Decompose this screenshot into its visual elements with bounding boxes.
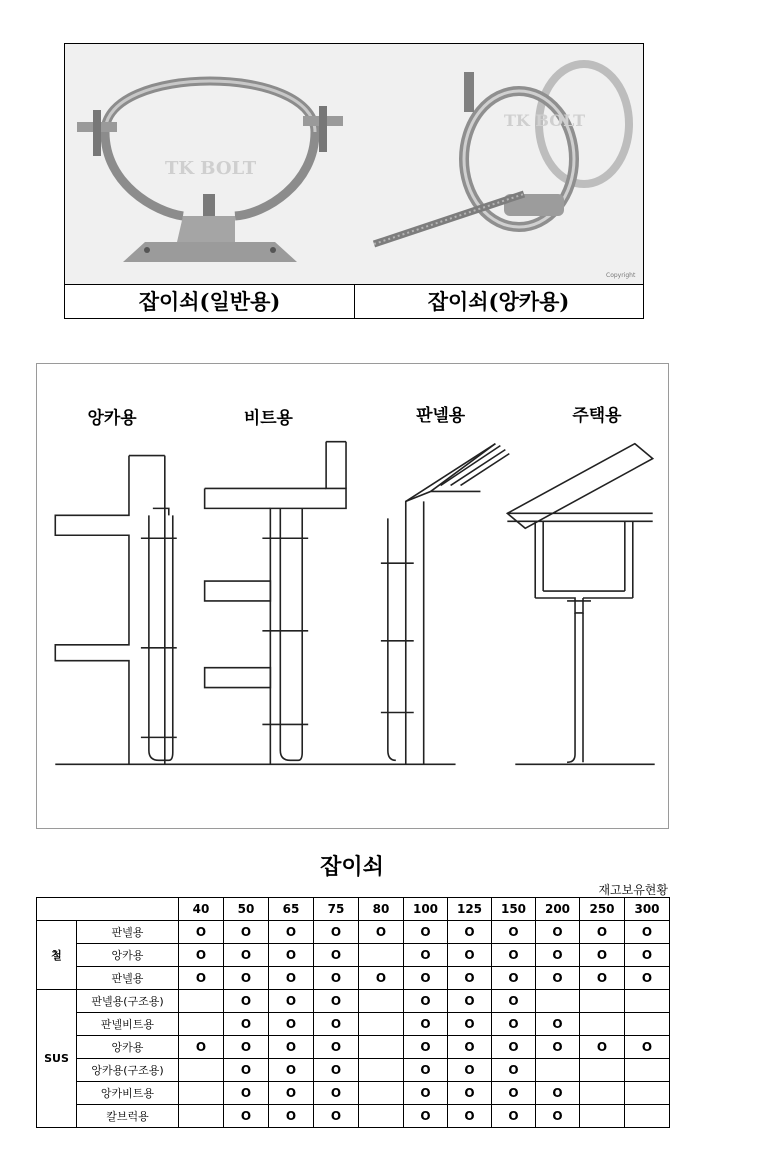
item-name-cell: 칼브럭용 bbox=[77, 1105, 179, 1128]
stock-mark-cell: O bbox=[179, 1036, 224, 1059]
copyright-text: Copyright bbox=[606, 272, 636, 279]
size-header-300: 300 bbox=[625, 898, 670, 921]
stock-mark-cell: O bbox=[179, 944, 224, 967]
anchor-clamp-caption: 잡이쇠(앙카용) bbox=[427, 289, 570, 314]
stock-mark-cell: O bbox=[404, 967, 448, 990]
stock-mark-cell bbox=[625, 1059, 670, 1082]
stock-mark-cell bbox=[625, 990, 670, 1013]
stock-mark-cell: O bbox=[314, 921, 359, 944]
watermark-right: TK BOLT bbox=[504, 111, 585, 130]
stock-mark-cell: O bbox=[314, 1059, 359, 1082]
item-name-cell: 판넬용 bbox=[77, 921, 179, 944]
drawing-label-anchor: 앙카용 bbox=[87, 407, 137, 428]
stock-mark-cell: O bbox=[404, 944, 448, 967]
stock-mark-cell: O bbox=[314, 1036, 359, 1059]
drawing-label-bit: 비트용 bbox=[243, 407, 293, 428]
table-row bbox=[37, 1013, 670, 1036]
stock-mark-cell bbox=[580, 1082, 625, 1105]
stock-mark-cell: O bbox=[404, 921, 448, 944]
stock-mark-cell: O bbox=[269, 990, 314, 1013]
stock-mark-cell: O bbox=[314, 990, 359, 1013]
product-photo-table bbox=[64, 43, 644, 319]
stock-mark-cell: O bbox=[448, 1082, 492, 1105]
size-header-250: 250 bbox=[580, 898, 625, 921]
material-group-cell: SUS bbox=[37, 990, 77, 1128]
stock-mark-cell: O bbox=[448, 990, 492, 1013]
item-name-cell: 앙카비트용 bbox=[77, 1082, 179, 1105]
item-name-cell: 앙카용(구조용) bbox=[77, 1059, 179, 1082]
stock-mark-cell bbox=[625, 1082, 670, 1105]
stock-mark-cell: O bbox=[580, 921, 625, 944]
stock-table-header bbox=[37, 898, 670, 921]
stock-mark-cell: O bbox=[492, 1105, 536, 1128]
table-row bbox=[37, 1036, 670, 1059]
item-name-cell: 앙카용 bbox=[77, 944, 179, 967]
installation-drawing bbox=[36, 363, 669, 829]
anchor-clamp-illustration bbox=[354, 44, 643, 284]
stock-mark-cell: O bbox=[269, 921, 314, 944]
stock-mark-cell: O bbox=[404, 1105, 448, 1128]
stock-mark-cell: O bbox=[269, 1059, 314, 1082]
stock-mark-cell: O bbox=[536, 967, 580, 990]
table-row bbox=[37, 1082, 670, 1105]
stock-mark-cell: O bbox=[179, 967, 224, 990]
stock-mark-cell: O bbox=[179, 921, 224, 944]
stock-mark-cell: O bbox=[404, 1036, 448, 1059]
stock-mark-cell: O bbox=[224, 1059, 269, 1082]
size-header-row bbox=[37, 898, 670, 921]
stock-mark-cell: O bbox=[448, 1013, 492, 1036]
stock-mark-cell bbox=[359, 1036, 404, 1059]
stock-mark-cell: O bbox=[580, 944, 625, 967]
stock-mark-cell bbox=[536, 990, 580, 1013]
stock-mark-cell: O bbox=[224, 1105, 269, 1128]
installation-diagram bbox=[37, 364, 668, 828]
size-header-75: 75 bbox=[314, 898, 359, 921]
stock-mark-cell: O bbox=[448, 921, 492, 944]
stock-mark-cell: O bbox=[448, 1036, 492, 1059]
table-row bbox=[37, 990, 670, 1013]
item-name-cell: 앙카용 bbox=[77, 1036, 179, 1059]
stock-mark-cell: O bbox=[536, 921, 580, 944]
size-header-40: 40 bbox=[179, 898, 224, 921]
stock-mark-cell bbox=[179, 1082, 224, 1105]
stock-mark-cell: O bbox=[448, 967, 492, 990]
stock-mark-cell: O bbox=[448, 944, 492, 967]
stock-mark-cell: O bbox=[404, 1059, 448, 1082]
stock-mark-cell: O bbox=[269, 944, 314, 967]
size-header-50: 50 bbox=[224, 898, 269, 921]
item-name-cell: 판넬용(구조용) bbox=[77, 990, 179, 1013]
stock-mark-cell: O bbox=[404, 1013, 448, 1036]
stock-mark-cell bbox=[179, 1059, 224, 1082]
stock-mark-cell: O bbox=[536, 944, 580, 967]
table-title: 잡이쇠 bbox=[320, 855, 384, 880]
stock-mark-cell: O bbox=[314, 944, 359, 967]
stock-mark-cell: O bbox=[314, 1105, 359, 1128]
stock-mark-cell: O bbox=[448, 1105, 492, 1128]
stock-mark-cell: O bbox=[625, 944, 670, 967]
stock-mark-cell bbox=[359, 1105, 404, 1128]
stock-mark-cell bbox=[359, 1082, 404, 1105]
stock-mark-cell: O bbox=[625, 921, 670, 944]
stock-mark-cell: O bbox=[224, 944, 269, 967]
stock-mark-cell: O bbox=[224, 990, 269, 1013]
stock-mark-cell: O bbox=[625, 1036, 670, 1059]
stock-mark-cell: O bbox=[448, 1059, 492, 1082]
size-header-80: 80 bbox=[359, 898, 404, 921]
drawing-label-house: 주택용 bbox=[572, 404, 622, 425]
stock-mark-cell: O bbox=[224, 921, 269, 944]
table-row bbox=[37, 1059, 670, 1082]
stock-mark-cell: O bbox=[580, 1036, 625, 1059]
stock-mark-cell: O bbox=[314, 967, 359, 990]
stock-mark-cell: O bbox=[536, 1105, 580, 1128]
stock-status-label: 재고보유현황 bbox=[598, 883, 668, 897]
stock-mark-cell bbox=[625, 1105, 670, 1128]
stock-mark-cell bbox=[580, 990, 625, 1013]
stock-mark-cell: O bbox=[269, 1105, 314, 1128]
stock-mark-cell bbox=[359, 944, 404, 967]
stock-mark-cell: O bbox=[359, 967, 404, 990]
stock-mark-cell bbox=[580, 1013, 625, 1036]
stock-mark-cell: O bbox=[536, 1082, 580, 1105]
table-row bbox=[37, 967, 670, 990]
stock-mark-cell bbox=[536, 1059, 580, 1082]
stock-mark-cell bbox=[359, 1013, 404, 1036]
stock-mark-cell: O bbox=[314, 1082, 359, 1105]
stock-mark-cell: O bbox=[580, 967, 625, 990]
table-row bbox=[37, 944, 670, 967]
stock-mark-cell bbox=[179, 1013, 224, 1036]
stock-mark-cell: O bbox=[492, 1013, 536, 1036]
stock-mark-cell: O bbox=[269, 1013, 314, 1036]
stock-mark-cell: O bbox=[536, 1013, 580, 1036]
item-name-cell: 판넬비트용 bbox=[77, 1013, 179, 1036]
stock-mark-cell: O bbox=[314, 1013, 359, 1036]
material-group-cell: 철 bbox=[37, 921, 77, 990]
stock-mark-cell: O bbox=[404, 990, 448, 1013]
caption-row bbox=[65, 284, 643, 319]
general-clamp-photo bbox=[65, 44, 355, 284]
stock-mark-cell: O bbox=[536, 1036, 580, 1059]
stock-table bbox=[36, 897, 670, 1128]
stock-mark-cell: O bbox=[492, 1082, 536, 1105]
size-header-150: 150 bbox=[492, 898, 536, 921]
stock-table-body bbox=[37, 921, 670, 1128]
size-header-125: 125 bbox=[448, 898, 492, 921]
general-clamp-caption: 잡이쇠(일반용) bbox=[65, 285, 355, 319]
stock-mark-cell: O bbox=[625, 967, 670, 990]
general-clamp-illustration bbox=[65, 44, 354, 284]
stock-mark-cell: O bbox=[492, 990, 536, 1013]
stock-mark-cell: O bbox=[359, 921, 404, 944]
stock-mark-cell: O bbox=[224, 1036, 269, 1059]
stock-mark-cell: O bbox=[224, 967, 269, 990]
stock-mark-cell: O bbox=[224, 1082, 269, 1105]
stock-mark-cell bbox=[179, 1105, 224, 1128]
stock-mark-cell: O bbox=[269, 1036, 314, 1059]
item-name-cell: 판넬용 bbox=[77, 967, 179, 990]
size-header-200: 200 bbox=[536, 898, 580, 921]
stock-mark-cell bbox=[359, 1059, 404, 1082]
stock-mark-cell: O bbox=[224, 1013, 269, 1036]
watermark-left: TK BOLT bbox=[165, 158, 257, 179]
stock-mark-cell bbox=[580, 1105, 625, 1128]
stock-mark-cell bbox=[179, 990, 224, 1013]
anchor-clamp-photo bbox=[354, 44, 643, 284]
table-row bbox=[37, 921, 670, 944]
table-row bbox=[37, 1105, 670, 1128]
stock-mark-cell bbox=[580, 1059, 625, 1082]
stock-mark-cell: O bbox=[404, 1082, 448, 1105]
stock-mark-cell: O bbox=[492, 1036, 536, 1059]
drawing-label-panel: 판넬용 bbox=[416, 404, 466, 425]
stock-mark-cell: O bbox=[492, 1059, 536, 1082]
size-header-100: 100 bbox=[404, 898, 448, 921]
header-blank-cell bbox=[37, 898, 179, 921]
stock-mark-cell: O bbox=[269, 1082, 314, 1105]
stock-mark-cell: O bbox=[269, 967, 314, 990]
stock-mark-cell: O bbox=[492, 944, 536, 967]
stock-mark-cell: O bbox=[492, 967, 536, 990]
stock-mark-cell: O bbox=[492, 921, 536, 944]
stock-mark-cell bbox=[625, 1013, 670, 1036]
size-header-65: 65 bbox=[269, 898, 314, 921]
stock-mark-cell bbox=[359, 990, 404, 1013]
